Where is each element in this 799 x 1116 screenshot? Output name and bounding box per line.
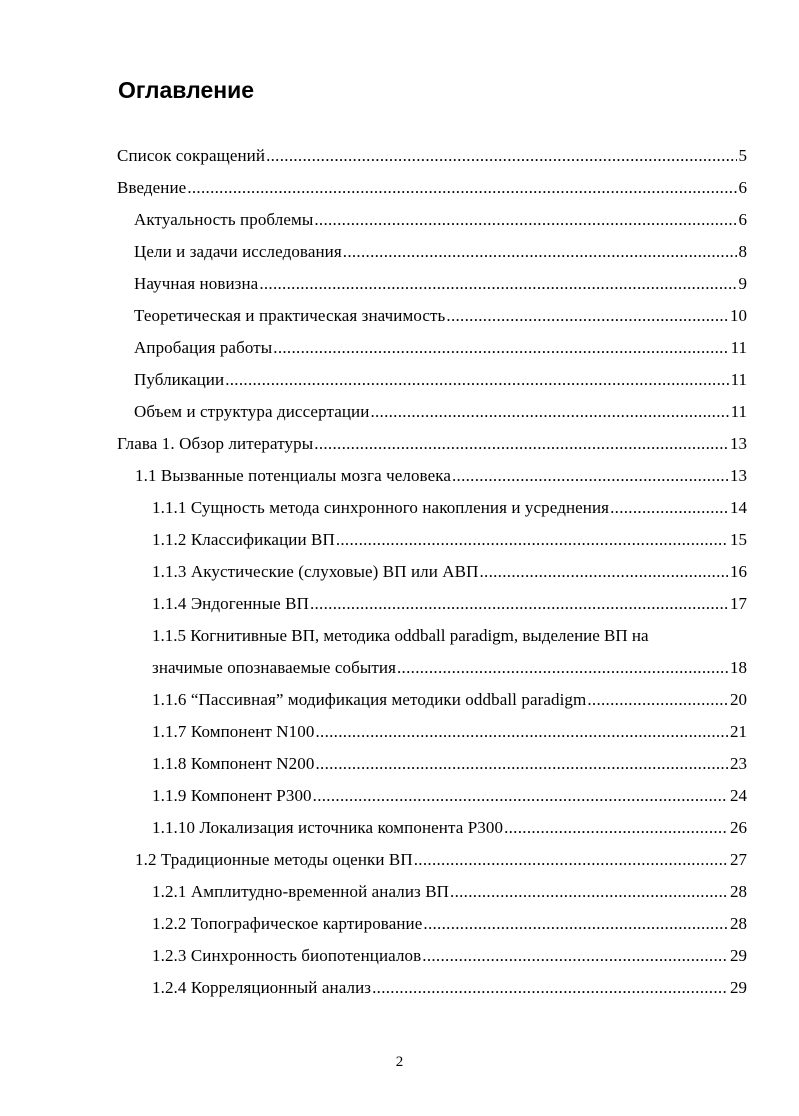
toc-entry-page: 8 [738, 242, 747, 261]
dot-leader [452, 460, 728, 492]
toc-entry[interactable] [0, 172, 799, 204]
toc-entry-page: 27 [730, 850, 747, 869]
toc-entry-page: 29 [730, 946, 747, 965]
toc-entry-page: 13 [730, 434, 747, 453]
toc-entry-page: 17 [730, 594, 747, 613]
dot-leader [310, 588, 728, 620]
dot-leader [315, 748, 728, 780]
toc-entry-title: 1.2.2 Топографическое картирование [152, 914, 423, 933]
toc-entry[interactable] [0, 396, 799, 428]
toc-entry-title: 1.2.4 Корреляционный анализ [152, 978, 372, 997]
toc-entry-page: 15 [730, 530, 747, 549]
toc-entry-page: 28 [730, 914, 747, 933]
toc-entry-page: 13 [730, 466, 747, 485]
toc-entry[interactable] [0, 204, 799, 236]
toc-entry-title: Актуальность проблемы [134, 210, 314, 229]
toc-entry-title: Введение [117, 178, 187, 197]
dot-leader [504, 812, 728, 844]
dot-leader [479, 556, 728, 588]
dot-leader [259, 268, 736, 300]
toc-entry[interactable] [0, 556, 799, 588]
toc-entry-title: Цели и задачи исследования [134, 242, 342, 261]
toc-entry-page: 24 [730, 786, 747, 805]
toc-entry[interactable] [0, 268, 799, 300]
dot-leader [397, 652, 728, 684]
dot-leader [610, 492, 728, 524]
toc-entry[interactable] [0, 460, 799, 492]
toc-entry-page: 6 [738, 178, 747, 197]
toc-entry[interactable] [0, 972, 799, 1004]
toc-entry-page: 29 [730, 978, 747, 997]
toc-entry-title: 1.1.6 “Пассивная” модификация методики oddball paradigm [152, 690, 587, 709]
toc-entry-title: Глава 1. Обзор литературы [117, 434, 314, 453]
dot-leader [343, 236, 737, 268]
toc-entry-page: 23 [730, 754, 747, 773]
toc-entry-page: 26 [730, 818, 747, 837]
toc-entry-title: Список сокращений [117, 146, 266, 165]
toc-entry[interactable] [0, 940, 799, 972]
toc-entry-page: 16 [730, 562, 747, 581]
toc-entry-wrapped-first-line[interactable] [0, 620, 799, 652]
toc-entry-page: 28 [730, 882, 747, 901]
dot-leader [446, 300, 728, 332]
dot-leader [314, 204, 736, 236]
toc-entry-page: 6 [738, 210, 747, 229]
toc-entry-title: Объем и структура диссертации [134, 402, 370, 421]
dot-leader [587, 684, 728, 716]
toc-entry[interactable] [0, 780, 799, 812]
toc-entry-title: 1.1 Вызванные потенциалы мозга человека [135, 466, 451, 485]
toc-entry-title: Теоретическая и практическая значимость [134, 306, 446, 325]
toc-entry-title: 1.2.1 Амплитудно-временной анализ ВП [152, 882, 450, 901]
toc-entry[interactable] [0, 492, 799, 524]
toc-entry-title: 1.2.3 Синхронность биопотенциалов [152, 946, 422, 965]
toc-entry-title: 1.1.5 Когнитивные ВП, методика oddball paradigm, выделение ВП на [152, 626, 649, 645]
toc-entry-page: 18 [730, 658, 747, 677]
dot-leader [313, 780, 728, 812]
toc-entry[interactable] [0, 332, 799, 364]
toc-entry-title: 1.1.1 Сущность метода синхронного накопления и усреднения [152, 498, 610, 517]
dot-leader [372, 972, 728, 1004]
page-number: 2 [395, 1054, 404, 1070]
toc-entry[interactable] [0, 684, 799, 716]
dot-leader [414, 844, 728, 876]
toc-entry[interactable] [0, 236, 799, 268]
toc-entry-title: Публикации [134, 370, 225, 389]
toc-entry[interactable] [0, 716, 799, 748]
dot-leader [336, 524, 728, 556]
toc-entry-title: 1.1.7 Компонент N100 [152, 722, 315, 741]
dot-leader [450, 876, 728, 908]
dot-leader [422, 940, 728, 972]
toc-entry[interactable] [0, 652, 799, 684]
toc-entry-title: 1.2 Традиционные методы оценки ВП [135, 850, 413, 869]
toc-entry[interactable] [0, 300, 799, 332]
toc-entry-page: 11 [730, 402, 747, 421]
dot-leader [315, 716, 728, 748]
toc-entry[interactable] [0, 844, 799, 876]
toc-entry[interactable] [0, 908, 799, 940]
dot-leader [225, 364, 728, 396]
dot-leader [370, 396, 728, 428]
toc-entry-page: 20 [730, 690, 747, 709]
page-title: Оглавление [118, 77, 255, 103]
toc-entry-title: Научная новизна [134, 274, 259, 293]
dot-leader [273, 332, 728, 364]
toc-entry-page: 21 [730, 722, 747, 741]
toc-entry-page: 11 [730, 338, 747, 357]
toc-entry[interactable] [0, 876, 799, 908]
toc-entry-page: 10 [730, 306, 747, 325]
toc-entry[interactable] [0, 428, 799, 460]
toc-entry[interactable] [0, 812, 799, 844]
toc-entry-page: 5 [738, 146, 747, 165]
toc-entry-title: 1.1.4 Эндогенные ВП [152, 594, 309, 613]
toc-entry[interactable] [0, 140, 799, 172]
toc-entry-title: 1.1.9 Компонент P300 [152, 786, 312, 805]
toc-entry-title: Апробация работы [134, 338, 273, 357]
dot-leader [266, 140, 736, 172]
toc-entry-page: 14 [730, 498, 747, 517]
toc-entry-title: 1.1.2 Классификации ВП [152, 530, 335, 549]
toc-entry[interactable] [0, 364, 799, 396]
toc-entry-page: 9 [738, 274, 747, 293]
dot-leader [314, 428, 728, 460]
toc-entry-title-continuation: значимые опознаваемые события [152, 658, 396, 677]
dot-leader [423, 908, 728, 940]
dot-leader [187, 172, 736, 204]
toc-entry-title: 1.1.8 Компонент N200 [152, 754, 315, 773]
toc-entry-title: 1.1.10 Локализация источника компонента P300 [152, 818, 504, 837]
toc-entry[interactable] [0, 588, 799, 620]
toc-entry-title: 1.1.3 Акустические (слуховые) ВП или АВП [152, 562, 479, 581]
toc-entry-page: 11 [730, 370, 747, 389]
toc-entry[interactable] [0, 748, 799, 780]
toc-entry[interactable] [0, 524, 799, 556]
